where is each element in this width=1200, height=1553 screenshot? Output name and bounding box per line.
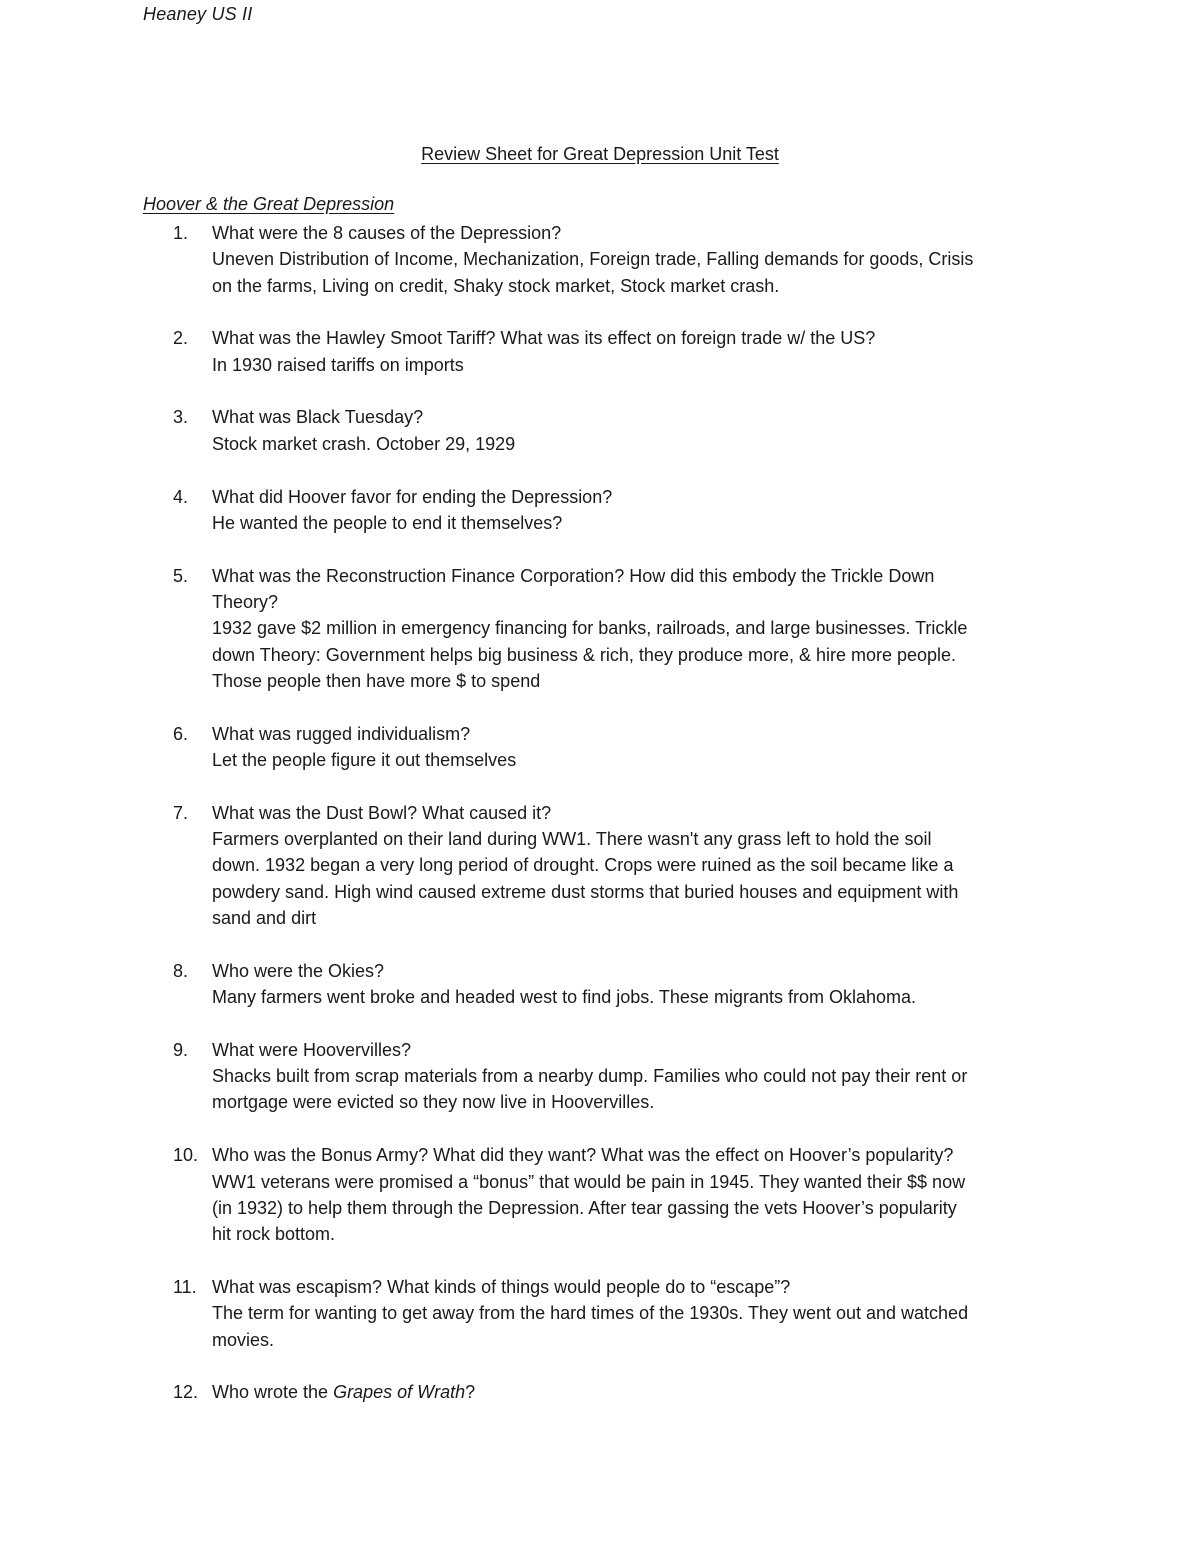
question-number: 7. (173, 802, 189, 823)
question-item (143, 721, 1063, 774)
answer-text: The term for wanting to get away from the hard times of the 1930s. They went out and watched movies. (212, 1303, 969, 1350)
answer-text: Let the people figure it out themselves (212, 749, 517, 770)
answer-text: Shacks built from scrap materials from a nearby dump. Families who could not pay their rent or mortgage were evicted so they now live in Hoovervilles. (212, 1066, 968, 1113)
question-number: 10. (173, 1145, 199, 1166)
answer-text: Uneven Distribution of Income, Mechanization, Foreign trade, Falling demands for goods, Crisis on the farms, Living on credit, Shaky stock market, Stock market crash. (212, 249, 974, 296)
question-number: 3. (173, 407, 189, 428)
question-text: What was Black Tuesday? (212, 407, 424, 428)
question-text: What were Hoovervilles? (212, 1039, 412, 1060)
question-number: 6. (173, 723, 189, 744)
question-number: 2. (173, 328, 189, 349)
question-item (143, 1379, 1063, 1405)
question-item (143, 1274, 1063, 1353)
question-item (143, 1142, 1063, 1247)
question-text: What was the Hawley Smoot Tariff? What was its effect on foreign trade w/ the US? (212, 328, 876, 349)
question-item (143, 484, 1063, 537)
question-item (143, 1037, 1063, 1116)
question-number: 12. (173, 1382, 199, 1403)
question-number: 8. (173, 960, 189, 981)
question-item (143, 220, 1063, 299)
book-title: Grapes of Wrath (333, 1382, 466, 1403)
question-text: What were the 8 causes of the Depression? (212, 223, 562, 243)
question-item (143, 404, 1063, 457)
section-title: Hoover & the Great Depression (143, 194, 395, 214)
question-number: 11. (173, 1276, 197, 1297)
question-text: Who was the Bonus Army? What did they want? What was the effect on Hoover’s popularity? (212, 1145, 954, 1166)
question-number: 4. (173, 486, 189, 507)
question-text: Who were the Okies? (212, 960, 385, 981)
question-text: What was the Reconstruction Finance Corporation? How did this embody the Trickle Down Theory? (212, 565, 935, 612)
question-text: What was rugged individualism? (212, 723, 471, 744)
answer-text: Many farmers went broke and headed west to find jobs. These migrants from Oklahoma. (212, 987, 917, 1008)
page-header: Heaney US II (143, 4, 253, 24)
question-item (143, 563, 1063, 694)
question-text: What did Hoover favor for ending the Depression? (212, 486, 613, 507)
answer-text: Stock market crash. October 29, 1929 (212, 433, 516, 454)
question-text: What was the Dust Bowl? What caused it? (212, 802, 552, 823)
question-text (212, 1379, 1063, 1405)
question-item (143, 958, 1063, 1011)
question-number: 5. (173, 565, 189, 586)
question-text-prefix: Who wrote the (212, 1382, 334, 1403)
answer-text: 1932 gave $2 million in emergency financing for banks, railroads, and large businesses. Trickle down Theory: Government helps big business & rich, they produce more, & hire more people. Those people then have more $ to spend (212, 618, 968, 691)
answer-text: Farmers overplanted on their land during WW1. There wasn't any grass left to hold the soil down. 1932 began a very long period of drought. Crops were ruined as the soil became like a powdery sand. High wind caused extreme dust storms that buried houses and equipment with sand and dirt (212, 829, 959, 928)
question-list (143, 220, 1063, 1432)
question-text-suffix: ? (465, 1382, 476, 1403)
question-item (143, 325, 1063, 378)
question-item (143, 800, 1063, 931)
page-title: Review Sheet for Great Depression Unit Test (421, 144, 779, 164)
question-text: What was escapism? What kinds of things would people do to “escape”? (212, 1276, 791, 1297)
answer-text: In 1930 raised tariffs on imports (212, 354, 464, 375)
question-number: 9. (173, 1039, 189, 1060)
answer-text: WW1 veterans were promised a “bonus” that would be pain in 1945. They wanted their $$ now (in 1932) to help them through the Depression. After tear gassing the vets Hoover’s popularity hit rock bottom. (212, 1171, 966, 1245)
answer-text: He wanted the people to end it themselves? (212, 512, 563, 533)
question-number: 1. (173, 223, 189, 243)
